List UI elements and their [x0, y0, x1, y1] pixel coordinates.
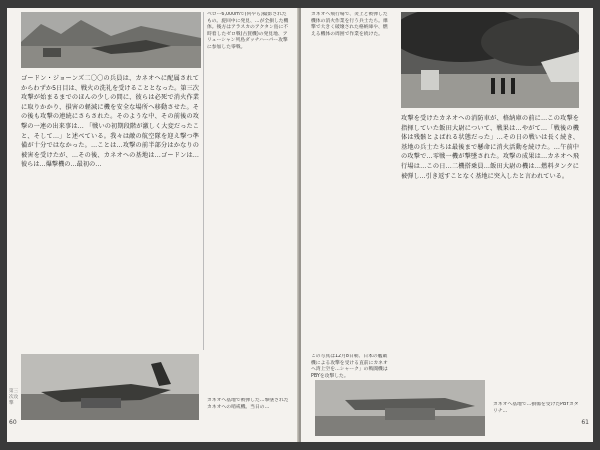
page-number-left: 60	[9, 419, 17, 426]
left-page	[7, 8, 299, 442]
photo-wrecked-aircraft	[21, 354, 199, 420]
right-page	[301, 8, 593, 442]
right-body-text: 攻撃を受けたカネオヘの消防車が、格納庫の前に…この攻撃を指揮していた飯田大尉について、戦果は…やがて…「戦後の機体は残骸とよばれる状態だった」…その日の戦いは長く続き、基地の兵士たちは最後まで懸命に消火活動を続けた。…午前中の攻撃で…零戦一機が撃墜された。攻撃の成果は…カネオヘ飛行場は…この日…二機搭乗員…飯田大尉の機は…燃料タンクに被弾し…引き返すことなく基地に突入したと言われている。	[401, 115, 579, 180]
bottom-caption-left: カネオヘ基地で被弾した…撃墜されたカネオヘの哨戒機。当日の…	[207, 398, 289, 410]
running-head: 第三次攻撃	[9, 389, 19, 406]
top-caption-left: ベロー6,000mで(何やら)撮影されたもの。旋回中に発見、…が全損した機体。後方はアラスカのアクタン島に不時着したゼロ戦(古賀機)の発見地、アリューシャン列島ダッチハーバー攻撃に参加した零戦。	[207, 12, 289, 50]
photo-pby-catalina	[315, 380, 485, 436]
bottom-caption-right: カネオヘ基地で…損傷を受けたPBYカタリナ…	[493, 402, 579, 414]
column-rule	[203, 12, 204, 350]
page-number-right: 61	[581, 419, 589, 426]
photo-burning-hangar	[401, 12, 579, 108]
mid-caption-right: この写真は12月8日朝、日本の艦載機による攻撃を受ける直前にカネオヘ湾上空を…シャーク」の戦闘機はPBYを攻撃した。	[311, 354, 388, 379]
book-spread	[7, 8, 593, 442]
top-caption-right: カネオヘ飛行場で、炎上と被弾した機体の消火作業を行う兵士たち。爆撃で大きく破壊された格納庫や、燃える機体の周囲で作業を続けた。	[311, 12, 388, 37]
photo-zero-fighter-airfield	[21, 12, 201, 68]
left-body-text: ゴードン・ジョーンズ二〇〇の兵員は、カネオヘに配属されてからわずか5日目は、戦火の洗礼を受けることとなった。第三次攻撃が始まるまでのほんの少しの間に、彼らは必死で消火作業に取りかかり、損害の軽減に機を安全な場所へ移動させた。その後も攻撃の連続にさらされた。そのような中、その前後の攻撃の一連の出来事は… 「戦いの初期段階が激しく大変だったこと、そして…」と述べている。我々は敵の航空隊を迎え撃つ準備が十分ではなかった。…ことは…攻撃の前半部分はかなりの被害を受けたが、…その後、カネオヘの基地は…ゴードンは…彼らは…爆撃機の…最初の…	[21, 75, 199, 169]
